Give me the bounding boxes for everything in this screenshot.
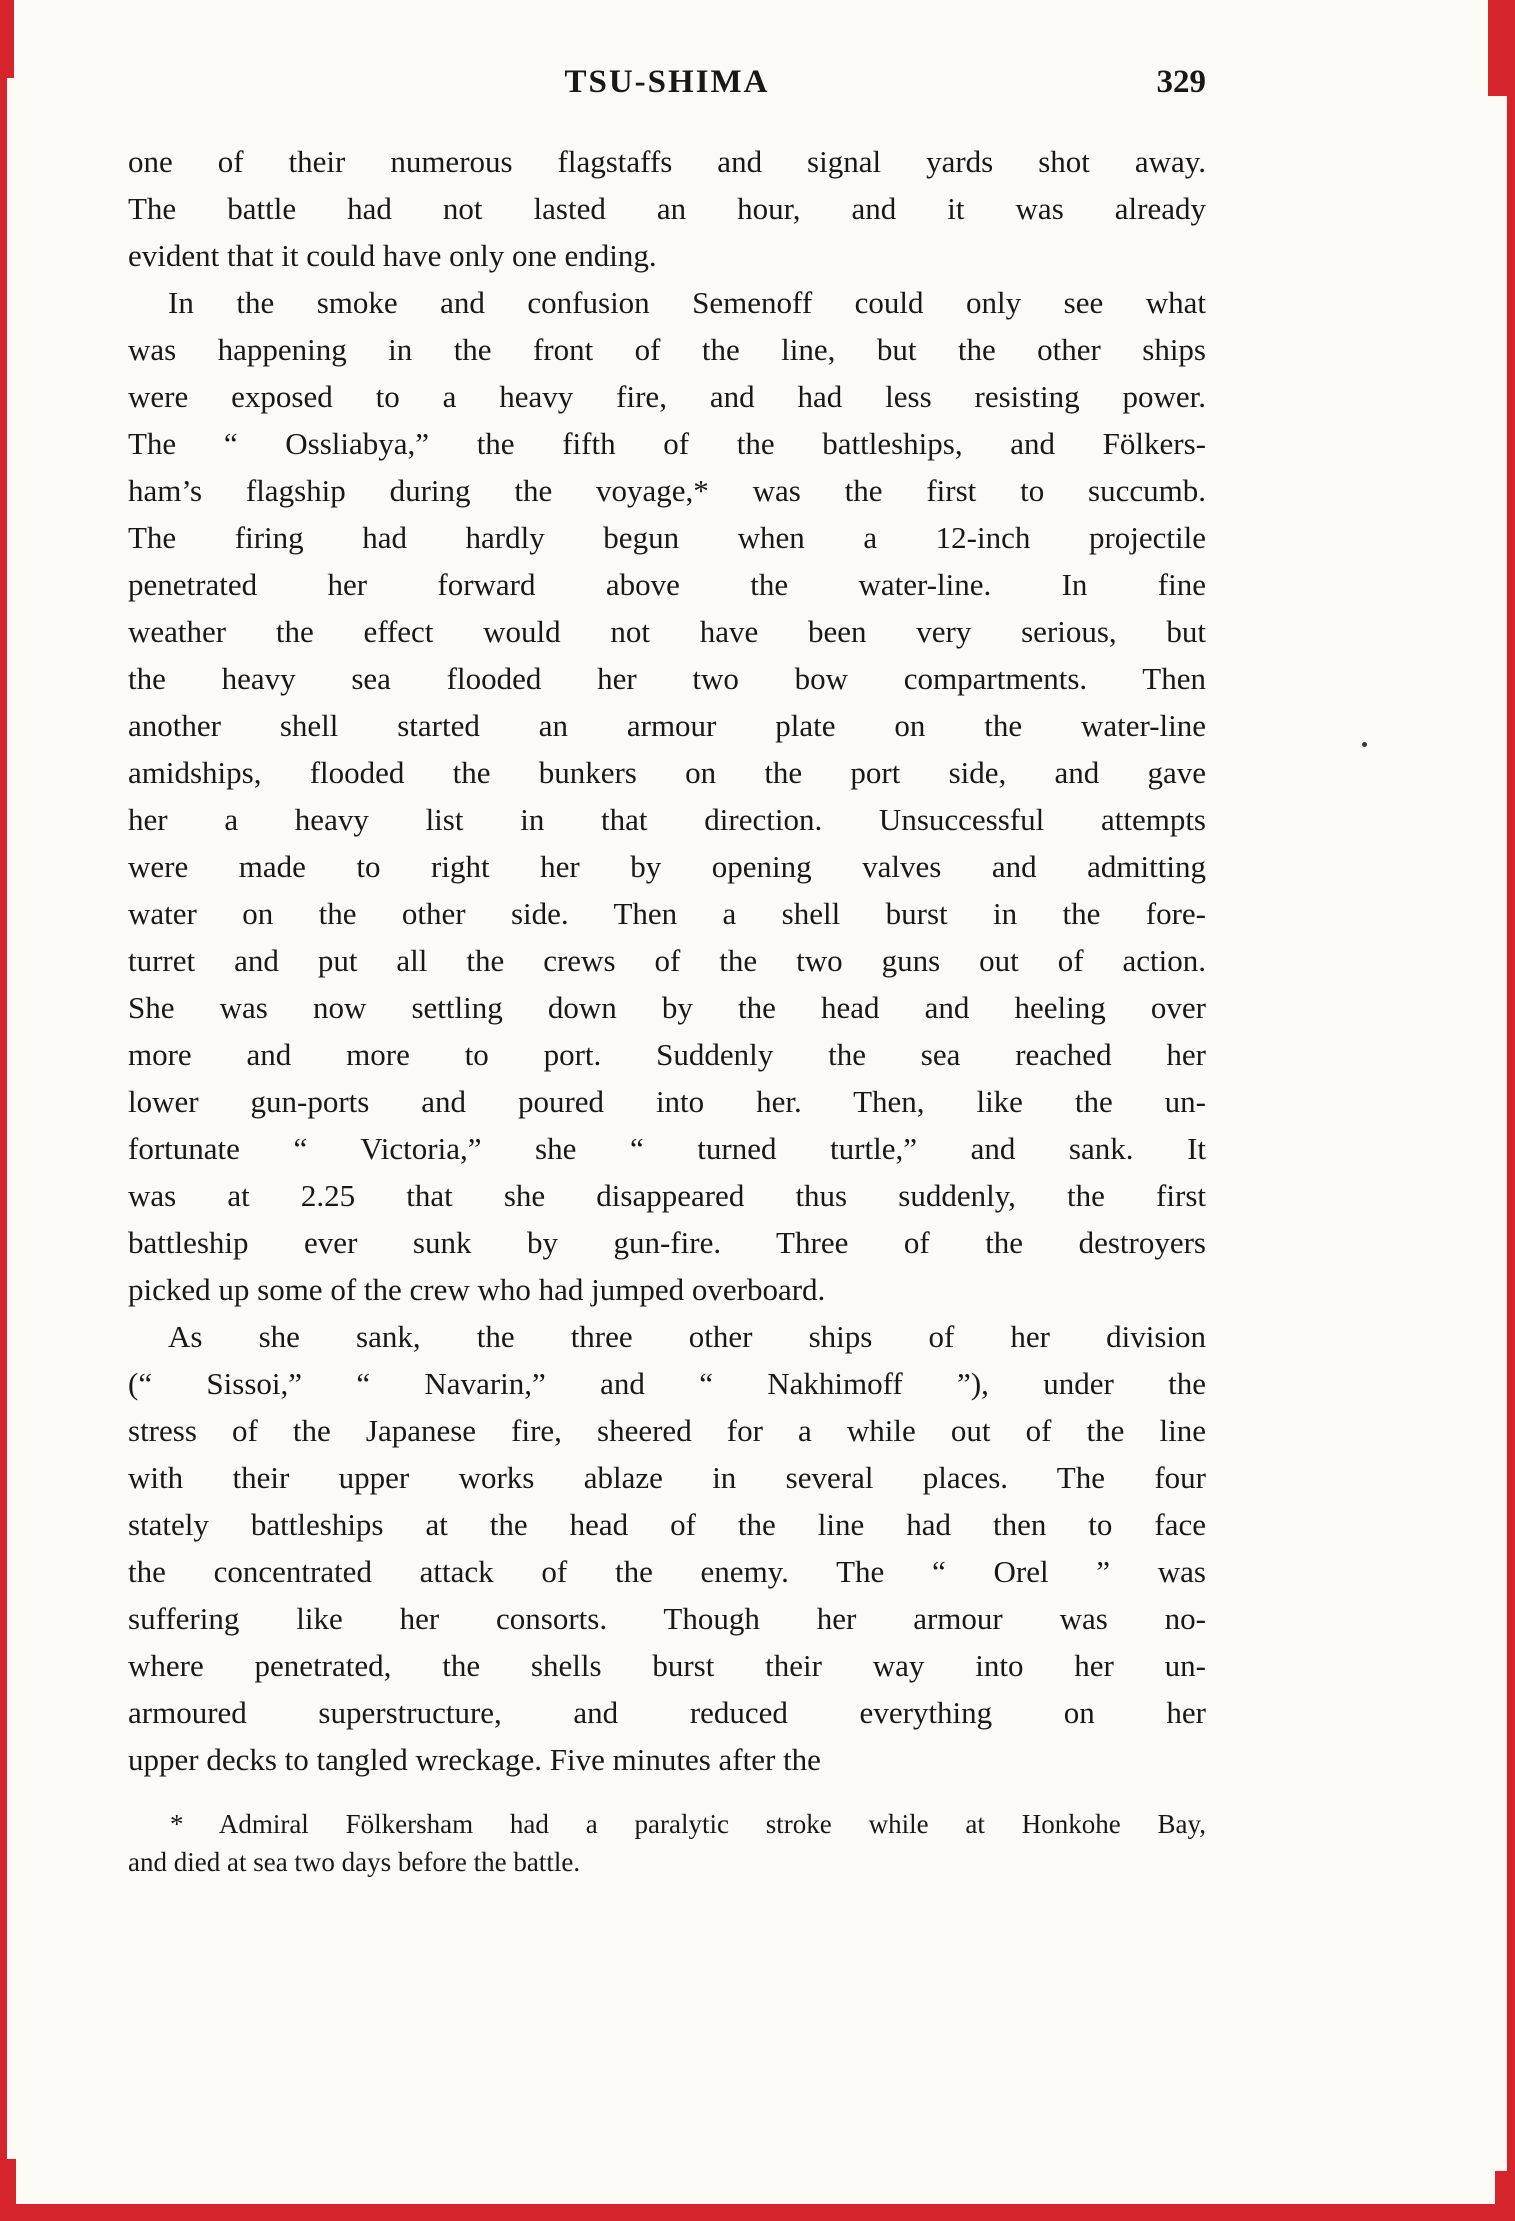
scan-speck: [1362, 742, 1367, 747]
text-line: one of their numerous flagstaffs and signal yards shot away.: [128, 144, 1206, 179]
text-line: upper decks to tangled wreckage. Five minutes after the: [128, 1742, 821, 1777]
scan-edge-top-left: [0, 0, 14, 78]
scan-edge-bottom-left: [0, 2159, 16, 2221]
text-line: the heavy sea flooded her two bow compartments. Then: [128, 661, 1206, 696]
text-line: battleship ever sunk by gun-fire. Three of the destroyers: [128, 1225, 1206, 1260]
text-line: more and more to port. Suddenly the sea reached her: [128, 1037, 1206, 1072]
scan-edge-bottom-right: [1495, 2171, 1515, 2221]
page-title: TSU-SHIMA: [564, 64, 770, 100]
text-line: picked up some of the crew who had jumped overboard.: [128, 1272, 826, 1307]
text-line: She was now settling down by the head and heeling over: [128, 990, 1206, 1025]
text-line: the concentrated attack of the enemy. The “ Orel ” was: [128, 1554, 1206, 1589]
text-line: weather the effect would not have been very serious, but: [128, 614, 1206, 649]
text-line: The firing had hardly begun when a 12-inch projectile: [128, 520, 1206, 555]
scan-edge-left: [0, 0, 7, 2221]
text-line: lower gun-ports and poured into her. Then, like the un-: [128, 1084, 1206, 1119]
text-line: with their upper works ablaze in several places. The four: [128, 1460, 1206, 1495]
scan-edge-top-right: [1488, 0, 1515, 96]
text-line: penetrated her forward above the water-line. In fine: [128, 567, 1206, 602]
text-line: suffering like her consorts. Though her armour was no-: [128, 1601, 1206, 1636]
text-line: fortunate “ Victoria,” she “ turned turtle,” and sank. It: [128, 1131, 1206, 1166]
text-line: were made to right her by opening valves and admitting: [128, 849, 1206, 884]
text-line: The battle had not lasted an hour, and it was already: [128, 191, 1206, 226]
text-line: was at 2.25 that she disappeared thus suddenly, the first: [128, 1178, 1206, 1213]
footnote: [128, 1805, 1206, 1881]
page-number: 329: [1156, 64, 1206, 100]
body-text: [128, 138, 1206, 1783]
text-line: In the smoke and confusion Semenoff could only see what: [168, 285, 1206, 320]
scan-edge-right: [1507, 0, 1515, 2221]
text-line: where penetrated, the shells burst their way into her un-: [128, 1648, 1206, 1683]
footnote-line: and died at sea two days before the battle.: [128, 1847, 581, 1877]
scan-edge-bottom: [0, 2204, 1515, 2221]
text-line: armoured superstructure, and reduced everything on her: [128, 1695, 1206, 1730]
text-line: stately battleships at the head of the line had then to face: [128, 1507, 1206, 1542]
text-line: As she sank, the three other ships of her division: [168, 1319, 1206, 1354]
text-line: her a heavy list in that direction. Unsuccessful attempts: [128, 802, 1206, 837]
text-line: turret and put all the crews of the two guns out of action.: [128, 943, 1206, 978]
text-line: stress of the Japanese fire, sheered for a while out of the line: [128, 1413, 1206, 1448]
text-line: were exposed to a heavy fire, and had less resisting power.: [128, 379, 1206, 414]
text-line: water on the other side. Then a shell burst in the fore-: [128, 896, 1206, 931]
text-line: was happening in the front of the line, but the other ships: [128, 332, 1206, 367]
footnote-line: * Admiral Fölkersham had a paralytic stroke while at Honkohe Bay,: [170, 1809, 1206, 1839]
page-content: [128, 64, 1206, 1881]
text-line: another shell started an armour plate on the water-line: [128, 708, 1206, 743]
text-line: ham’s flagship during the voyage,* was the first to succumb.: [128, 473, 1206, 508]
text-line: evident that it could have only one ending.: [128, 238, 657, 273]
text-line: The “ Ossliabya,” the fifth of the battleships, and Fölkers-: [128, 426, 1206, 461]
text-line: amidships, flooded the bunkers on the port side, and gave: [128, 755, 1206, 790]
page-header: [128, 64, 1206, 114]
text-line: (“ Sissoi,” “ Navarin,” and “ Nakhimoff ”), under the: [128, 1366, 1206, 1401]
